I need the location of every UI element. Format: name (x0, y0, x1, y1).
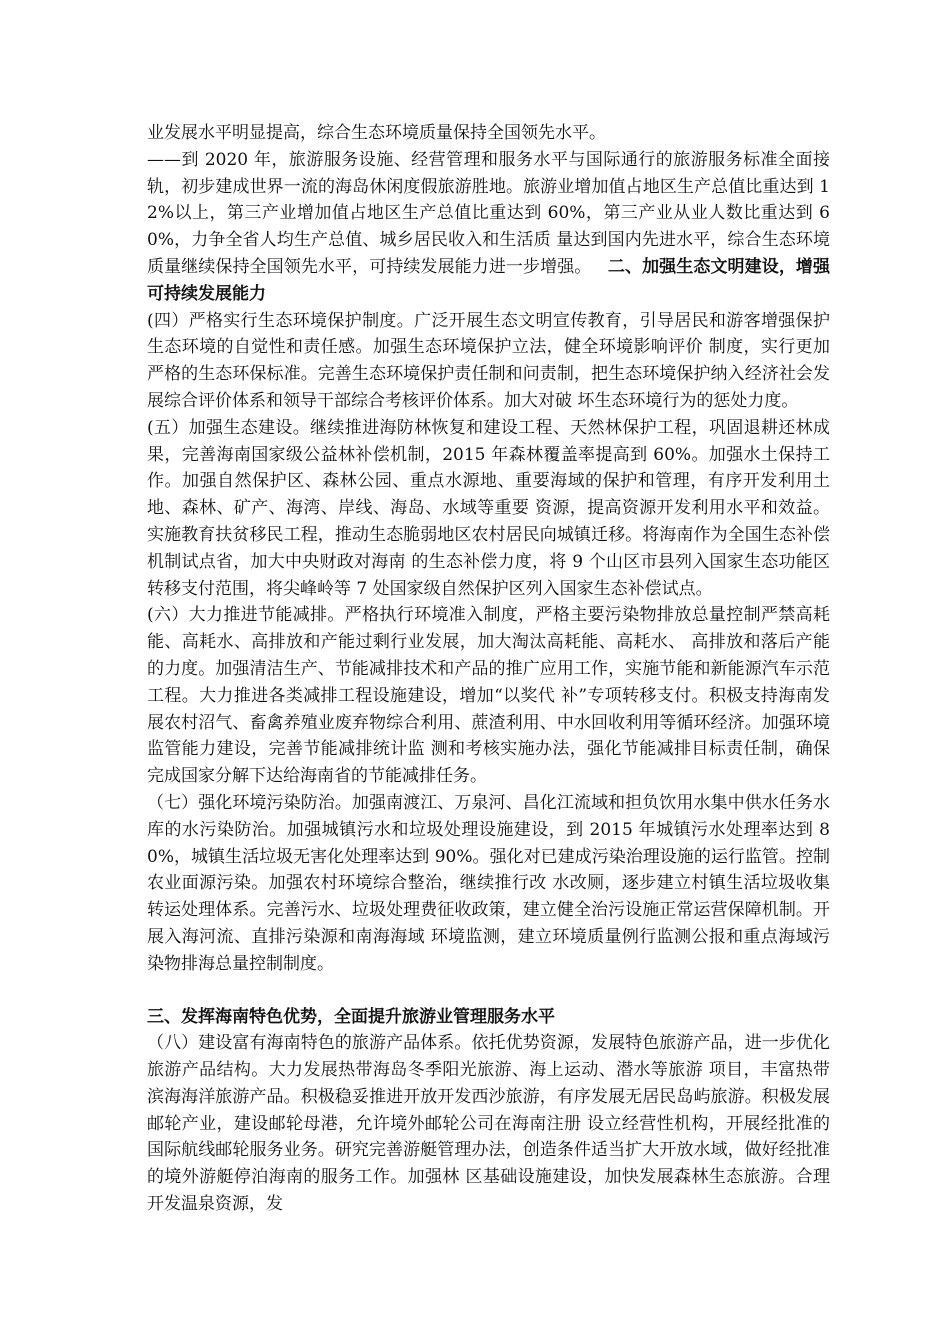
paragraph-section-4: (四）严格实行生态环境保护制度。广泛开展生态文明宣传教育，引导居民和游客增强保护生态环境的自觉性和责任感。加强生态环境保护立法，健全环境影响评价 制度，实行更加严格的生态环保标准。完善生态环境保护责任制和问责制，把生态环境保护纳入经济社会发展综合评价体系和领导干部综合考核评价体系。加大对破 坏生态环境行为的惩处力度。 (147, 310, 830, 411)
paragraph-2020-goals-text: ——到 2020 年，旅游服务设施、经营管理和服务水平与国际通行的旅游服务标准全面接轨，初步建成世界一流的海岛休闲度假旅游胜地。旅游业增加值占地区生产总值比重达到 12%以上，第三产业增加值占地区生产总值比重达到 60%，第三产业从业人数比重达到 60%，力争全省人均生产总值、城乡居民收入和生活质 量达到国内先进水平，综合生态环境质量继续保持全国领先水平，可持续发展能力进一步增强。 (147, 149, 830, 277)
paragraph-gap (147, 978, 830, 1004)
section-heading-3: 三、发挥海南特色优势，全面提升旅游业管理服务水平 (147, 1006, 555, 1027)
paragraph-continuation: 业发展水平明显提高，综合生态环境质量保持全国领先水平。 (147, 123, 606, 143)
paragraph-section-5: (五）加强生态建设。继续推进海防林恢复和建设工程、天然林保护工程，巩固退耕还林成果，完善海南国家级公益林补偿机制，2015 年森林覆盖率提高到 60%。加强水土保持工作。加强自然保护区、森林公园、重点水源地、重要海域的保护和管理，有序开发利用土地、森林、矿产、海湾、岸线、海岛、水域等重要 资源，提高资源开发利用水平和效益。实施教育扶贫移民工程，推动生态脆弱地区农村居民向城镇迁移。将海南作为全国生态补偿机制试点省，加大中央财政对海南 的生态补偿力度，将 9 个山区市县列入国家生态功能区转移支付范围，将尖峰岭等 7 处国家级自然保护区列入国家生态补偿试点。 (147, 417, 830, 599)
paragraph-section-7: （七）强化环境污染防治。加强南渡江、万泉河、昌化江流域和担负饮用水集中供水任务水库的水污染防治。加强城镇污水和垃圾处理设施建设，到 2015 年城镇污水处理率达到 80%，城镇生活垃圾无害化处理率达到 90%。强化对已建成污染治理设施的运行监管。控制农业面源污染。加强农村环境综合整治，继续推行改 水改厕，逐步建立村镇生活垃圾收集转运处理体系。完善污水、垃圾处理费征收政策，建立健全治污设施正常运营保障机制。开展入海河流、直排污染源和南海海域 环境监测，建立环境质量例行监测公报和重点海域污染物排海总量控制制度。 (147, 792, 830, 974)
paragraph-2020-goals (147, 147, 830, 308)
section-heading-2: 二、加强生态文明建设，增强可持续发展能力 (147, 256, 831, 304)
paragraph-section-8: （八）建设富有海南特色的旅游产品体系。依托优势资源，发展特色旅游产品，进一步优化旅游产品结构。大力发展热带海岛冬季阳光旅游、海上运动、潜水等旅游 项目，丰富热带滨海海洋旅游产品。积极稳妥推进开放开发西沙旅游，有序发展无居民岛屿旅游。积极发展邮轮产业，建设邮轮母港，允许境外邮轮公司在海南注册 设立经营性机构，开展经批准的国际航线邮轮服务业务。研究完善游艇管理办法，创造条件适当扩大开放水域，做好经批准的境外游艇停泊海南的服务工作。加强林 区基础设施建设，加快发展森林生态旅游。合理开发温泉资源，发 (147, 1033, 830, 1215)
paragraph-section-6: (六）大力推进节能减排。严格执行环境准入制度，严格主要污染物排放总量控制严禁高耗能、高耗水、高排放和产能过剩行业发展，加大淘汰高耗能、高耗水、 高排放和落后产能的力度。加强清洁生产、节能减排技术和产品的推广应用工作，实施节能和新能源汽车示范工程。大力推进各类减排工程设施建设，增加“以奖代 补”专项转移支付。积极支持海南发展农村沼气、畜禽养殖业废弃物综合利用、蔗渣利用、中水回收利用等循环经济。加强环境监管能力建设，完善节能减排统计监 测和考核实施办法，强化节能减排目标责任制，确保完成国家分解下达给海南省的节能减排任务。 (147, 605, 830, 787)
